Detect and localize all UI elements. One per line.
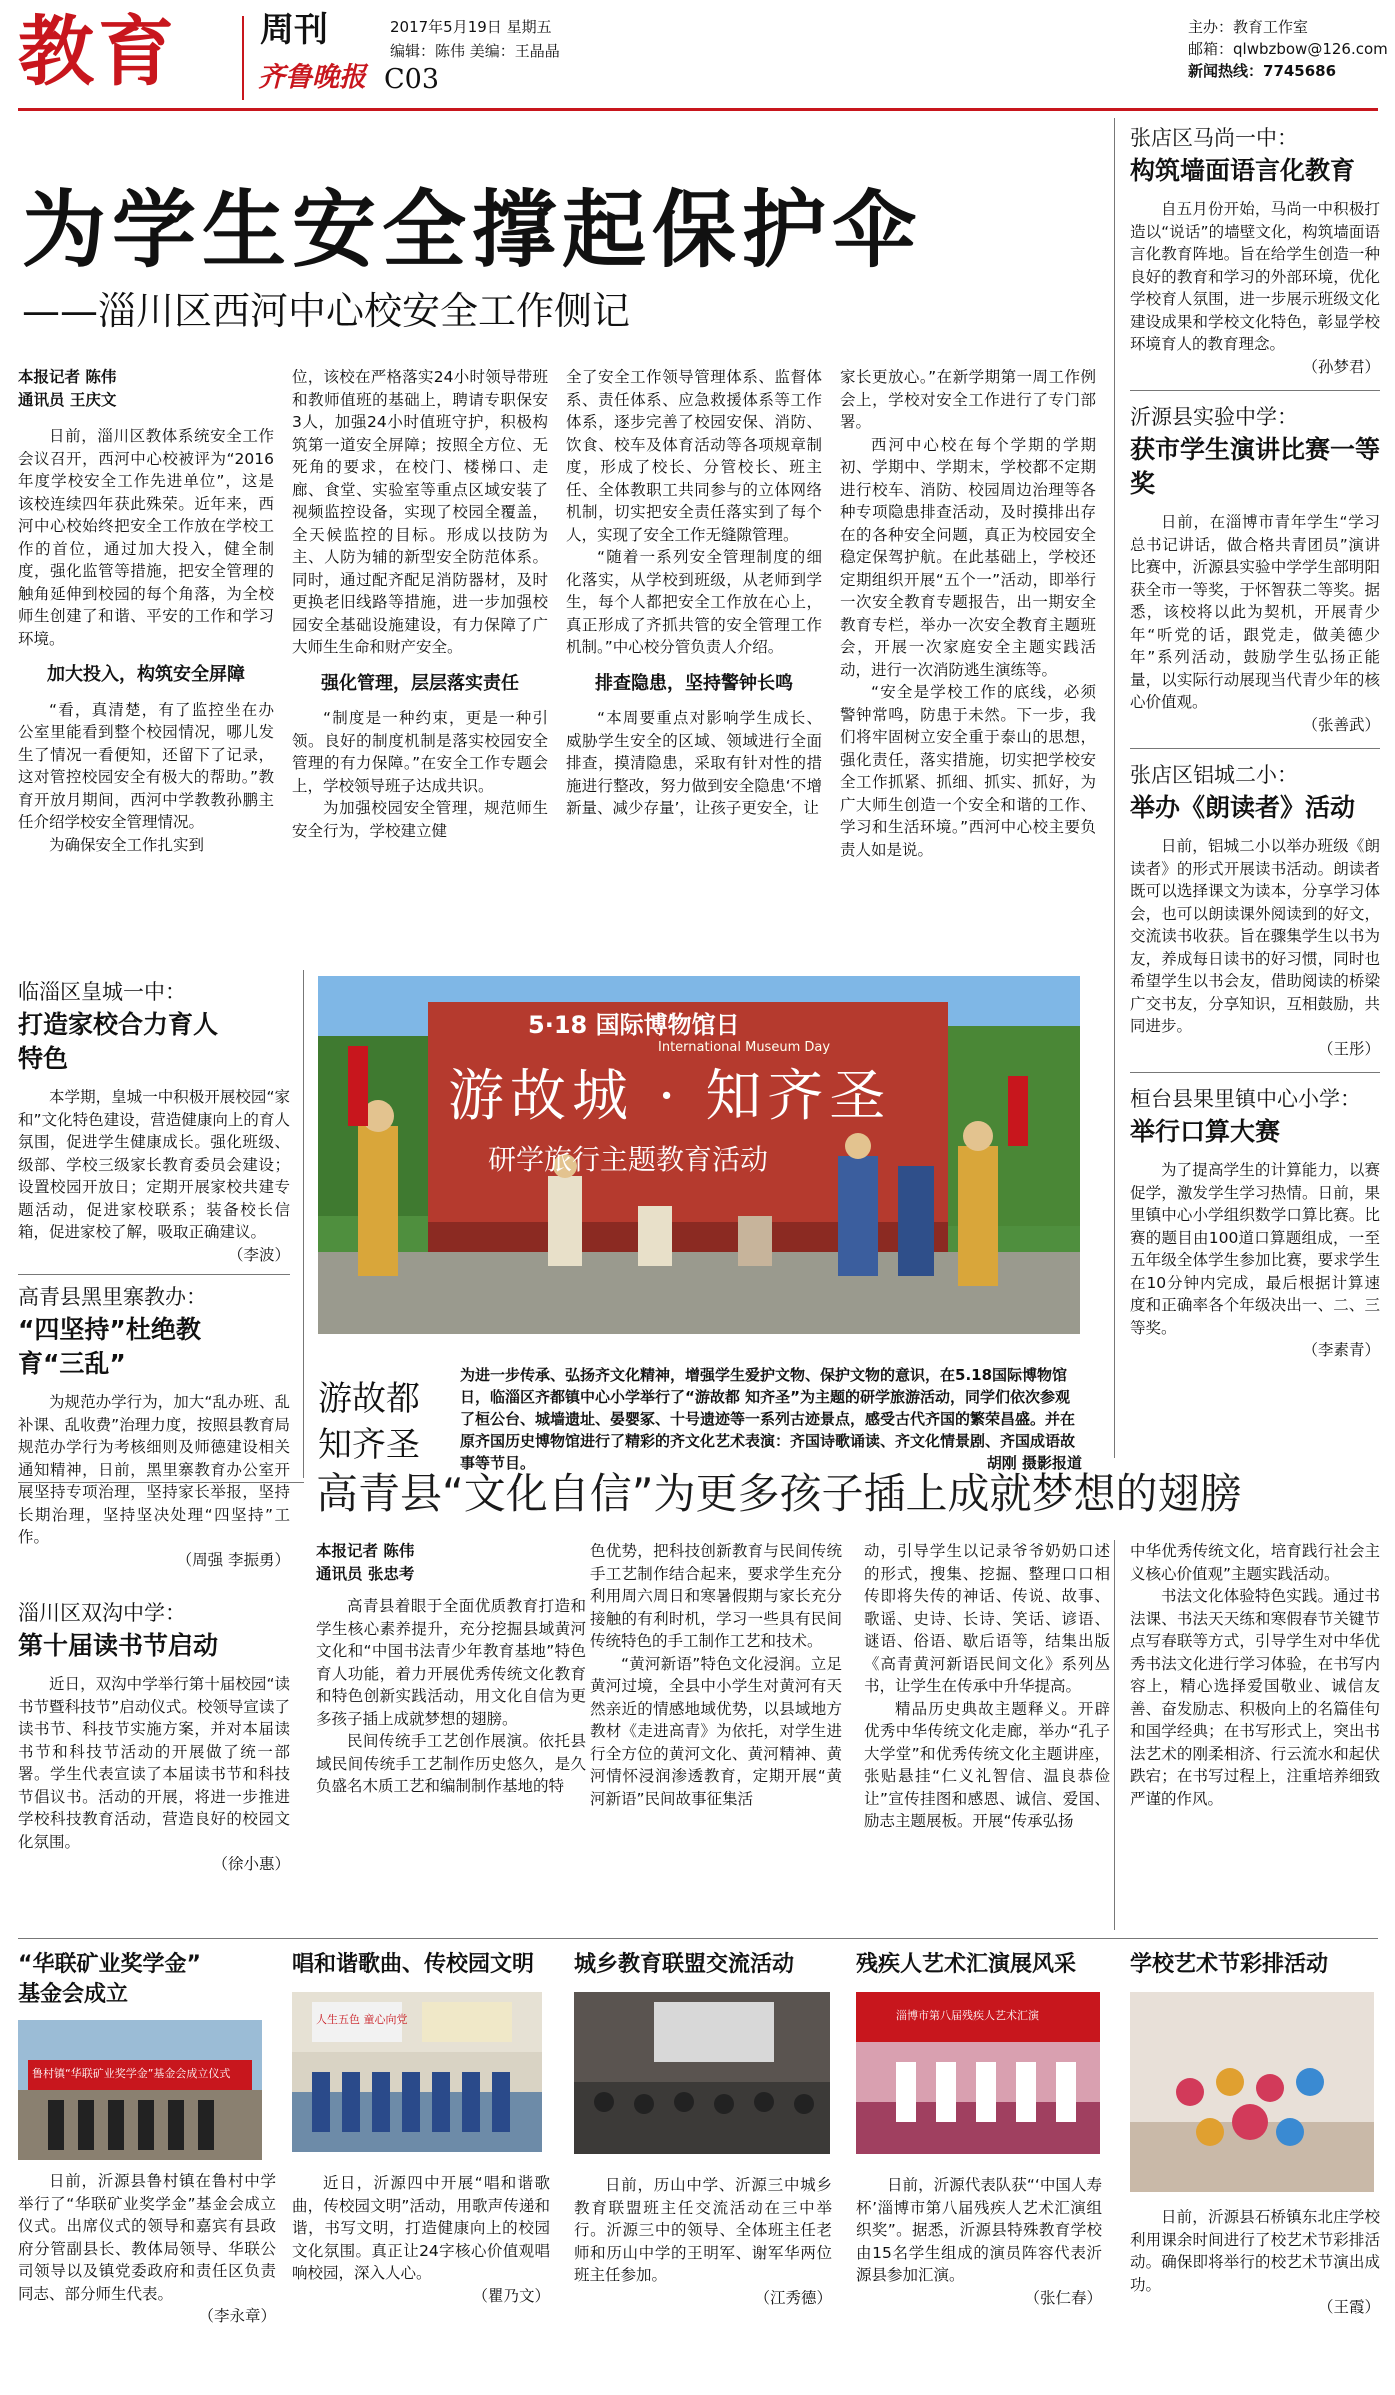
brief-text: 日前，铝城二小以举办班级《朗读者》的形式开展读书活动。朗读者既可以选择课文为读本，分享学习体会，也可以朗读课外阅读到的好文，交流读书收获。旨在骤集学生以书为友，养成每日读书的好习惯，同时也希望学生以书会友，借助阅读的桥梁广交书友，分享知识，互相鼓励，共同进步。	[1130, 837, 1380, 1035]
byline-reporter: 本报记者 陈伟	[316, 1542, 415, 1560]
bottom-head: 学校艺术节彩排活动	[1130, 1952, 1329, 1977]
paragraph: 全了安全工作领导管理体系、监督体系、责任体系、应急救援体系等工作体系，逐步完善了校园安保、消防、饮食、校车及体育活动等各项规章制度，形成了校长、分管校长、班主任、全体教职工共同参与的立体网络机制，切实把安全责任落实到了每个人，实现了安全工作无缝隙管理。	[566, 368, 822, 544]
host: 主办：教育工作室	[1188, 18, 1309, 36]
main-col-3	[566, 366, 822, 820]
issue-date: 2017年5月19日 星期五	[390, 18, 552, 36]
subhead: 排查隐患，坚持警钟长鸣	[595, 672, 793, 694]
section-title: 教育	[18, 7, 178, 96]
bottom-photo	[574, 1992, 830, 2154]
brief-text: 本学期，皇城一中积极开展校园“家和”文化特色建设，营造健康向上的育人氛围，促进学生健康成长。强化班级、级部、学校三级家长教育委员会建设；设置校园开放日；定期开展家校共建专题活动，促进家校联系；装备校长信箱，促进家校了解，吸取正确建议。	[18, 1088, 290, 1241]
weekly-label: 周刊	[260, 10, 328, 50]
brief-divider	[1130, 748, 1380, 749]
bottom-item-3	[574, 1950, 832, 2309]
bottom-author: （张仁春）	[1024, 2288, 1102, 2307]
brief-text: 日前，在淄博市青年学生“学习总书记讲话，做合格共青团员”演讲比赛中，沂源县实验中学学生部明阳获全市一等奖，于怀智获二等奖。据悉，该校将以此为契机，开展青少年“听党的话，跟党走，做美德少年”系列活动，鼓励学生弘扬正能量，以实际行动展现当代青少年的核心价值观。	[1130, 513, 1380, 711]
brief-head: 获市学生演讲比赛一等奖	[1130, 435, 1381, 498]
editors: 编辑：陈伟 美编：王晶晶	[390, 42, 560, 60]
gaoqing-headline: 高青县“文化自信”为更多孩子插上成就梦想的翅膀	[316, 1469, 1242, 1518]
bottom-photo	[856, 1992, 1100, 2154]
banner-subline: 研学旅行主题教育活动	[488, 1143, 769, 1176]
banner-motto: 游故城 · 知齐圣	[448, 1064, 892, 1129]
photo-credit: 胡刚 摄影报道	[986, 1454, 1082, 1472]
brief-author: （张善武）	[1302, 715, 1380, 734]
bottom-author: （李永章）	[198, 2307, 276, 2325]
paragraph: “黄河新语”特色文化浸润。立足黄河过境，全县中小学生对黄河有天然亲近的情感地域优势，以县域地方教材《走进高青》为依托，对学生进行全方位的黄河文化、黄河精神、黄河情怀浸润渗透教育，定期开展“黄河新语”民间故事征集活	[590, 1654, 842, 1808]
brief-divider	[1130, 1072, 1380, 1073]
brief-divider	[18, 1274, 290, 1275]
photo-scene	[574, 1992, 830, 2154]
bottom-head: 残疾人艺术汇演展风采	[856, 1952, 1077, 1977]
brief-head: 构筑墙面语言化教育	[1130, 156, 1356, 185]
brief-author: （李波）	[227, 1245, 290, 1264]
paragraph: “本周要重点对影响学生成长、威胁学生安全的区域、领域进行全面排查，摸清隐患，采取有针对性的措施进行整改，努力做到安全隐患‘不增新量、减少存量’，让孩子更安全，让	[566, 709, 822, 817]
newspaper-logo: 齐鲁晚报	[258, 62, 366, 93]
brief-item	[1130, 761, 1380, 1060]
paragraph: 西河中心校在每个学期的学期初、学期中、学期末，学校都不定期进行校车、消防、校园周边治理等各种专项隐患排查活动，及时摸排出存在的各种安全问题，真正为校园安全稳定保驾护航。在此基础上，学校还定期组织开展“五个一”活动，即举行一次安全教育专题报告，出一期安全教育专栏，举办一次安全教育主题班会，开展一次家庭安全主题实践活动，进行一次消防逃生演练等。	[840, 435, 1096, 679]
subhead: 强化管理，层层落实责任	[321, 672, 519, 694]
brief-tag: 张店区马尚一中：	[1130, 126, 1298, 150]
brief-tag: 沂源县实验中学：	[1130, 405, 1298, 429]
page-number: C03	[384, 64, 440, 95]
bottom-item-2	[292, 1950, 550, 2307]
paragraph: 民间传统手工艺创作展演。依托县域民间传统手工艺制作历史悠久，是久负盛名木质工艺和编制制作基地的特	[316, 1732, 586, 1795]
brief-tag: 高青县黑里寨教办：	[18, 1285, 207, 1309]
bottom-photo	[18, 2020, 262, 2160]
brief-divider	[1130, 390, 1380, 391]
photo-caption-title: 游故都知齐圣	[318, 1379, 420, 1465]
brief-head: 第十届读书节启动	[18, 1631, 219, 1660]
bottom-text: 日前，沂源县鲁村镇在鲁村中学举行了“华联矿业奖学金”基金会成立仪式。出席仪式的领导和嘉宾有县政府分管副县长、教体局领导、华联公司领导以及镇党委政府和责任区负责同志、部分师生代表。	[18, 2172, 276, 2303]
gaoqing-col-4	[1130, 1540, 1380, 1810]
brief-item	[1130, 124, 1380, 378]
brief-item	[1130, 403, 1380, 736]
photo-banner: 人生五色 童心向党	[316, 2013, 408, 2026]
photo-caption	[460, 1364, 1082, 1474]
bottom-item-5	[1130, 1950, 1380, 2319]
photo-banner: 淄博市第八届残疾人艺术汇演	[896, 2009, 1039, 2022]
brief-head: 举办《朗读者》活动	[1130, 793, 1356, 822]
brief-text: 自五月份开始，马尚一中积极打造以“说话”的墙壁文化，构筑墙面语言化教育阵地。旨在给学生创造一种良好的教育和学习的外部环境，优化学校育人氛围，进一步展示班级文化建设成果和学校文化特色，彰显学校环境育人的教育理念。	[1130, 200, 1380, 353]
right-sidebar	[1130, 124, 1380, 1362]
brief-author: （王彤）	[1317, 1039, 1380, 1058]
photo-scene	[18, 2020, 262, 2160]
bottom-author: （江秀德）	[754, 2288, 832, 2307]
gaoqing-col-3	[864, 1540, 1110, 1833]
brief-item	[18, 978, 290, 1266]
photo-banner: 鲁村镇“华联矿业奖学金”基金会成立仪式	[32, 2067, 231, 2080]
bottom-head: 基金会成立	[18, 1982, 129, 2007]
gaoqing-col-2	[590, 1540, 842, 1810]
bottom-author: （王霞）	[1317, 2298, 1380, 2316]
paragraph: 家长更放心。”在新学期第一周工作例会上，学校对安全工作进行了专门部署。	[840, 368, 1096, 431]
paragraph: 书法文化体验特色实践。通过书法课、书法天天练和寒假春节关键节点写春联等方式，引导学生对中华优秀书法文化进行学习体验，在书写内容上，精心选择爱国敬业、诚信友善、奋发励志、积极向上的名篇佳句和国学经典；在书写形式上，突出书法艺术的刚柔相济、行云流水和起伏跌宕；在书写过程上，注重培养细致严谨的作风。	[1130, 1587, 1380, 1808]
brief-author: （周强 李振勇）	[176, 1550, 290, 1569]
main-headline: 为学生安全撑起保护伞	[22, 181, 923, 279]
brief-head: 举行口算大赛	[1130, 1117, 1281, 1146]
bottom-head: 城乡教育联盟交流活动	[574, 1952, 795, 1977]
byline-correspondent: 通讯员 张忠考	[316, 1564, 415, 1583]
paragraph: 中华优秀传统文化，培育践行社会主义核心价值观”主题实践活动。	[1130, 1542, 1380, 1583]
main-subtitle: ——淄川区西河中心校安全工作侧记	[22, 289, 631, 333]
paragraph: 色优势，把科技创新教育与民间传统手工艺制作结合起来，要求学生充分利用周六周日和寒暑假期与家长充分接触的有利时机，学习一些具有民间传统特色的手工制作工艺和技术。	[590, 1542, 842, 1650]
paragraph: 日前，淄川区教体系统安全工作会议召开，西河中心校被评为“2016年度学校安全工作先进单位”，这是该校连续四年获此殊荣。近年来，西河中心校始终把安全工作放在学校工作的首位，通过加大投入，健全制度，强化监管等措施，把安全管理的触角延伸到校园的每个角落，为全校师生创建了和谐、平安的工作和学习环境。	[18, 427, 274, 648]
hotline: 新闻热线：7745686	[1188, 62, 1337, 80]
main-col-4	[840, 366, 1096, 861]
bottom-head: “华联矿业奖学金”	[18, 1952, 201, 1977]
brief-text: 近日，双沟中学举行第十届校园“读书节暨科技节”启动仪式。校领导宣读了读书节、科技节实施方案，并对本届读书节和科技节活动的开展做了统一部署。学生代表宣读了本届读书节和科技节倡议书。活动的开展，将进一步推进学校科技教育活动，营造良好的校园文化氛围。	[18, 1675, 290, 1851]
bottom-item-1	[18, 1950, 276, 2328]
section-divider	[18, 1938, 1378, 1939]
bottom-photo	[292, 1992, 542, 2152]
brief-item	[18, 1599, 290, 1876]
brief-item	[1130, 1085, 1380, 1362]
paragraph: “看，真清楚，有了监控坐在办公室里能看到整个校园情况，哪儿发生了情况一看便知，还留下了记录，这对管控校园安全有极大的帮助。”教育开放月期间，西河中学教教孙鹏主任介绍学校安全管理情况。	[18, 700, 274, 831]
paragraph: 精品历史典故主题释义。开辟优秀中华传统文化走廊，举办“孔子大学堂”和优秀传统文化主题讲座，张贴悬挂“仁义礼智信、温良恭俭让”宣传挂图和感恩、诚信、爱国、励志主题展板。开展“传承弘扬	[864, 1699, 1110, 1830]
paragraph: 高青县着眼于全面优质教育打造和学生核心素养提升，充分挖掘县域黄河文化和“中国书法青少年教育基地”特色育人功能，着力开展优秀传统文化教育和特色创新实践活动，用文化自信为更多孩子插上成就梦想的翅膀。	[316, 1597, 586, 1728]
bottom-text: 日前，历山中学、沂源三中城乡教育联盟班主任交流活动在三中举行。沂源三中的领导、全体班主任老师和历山中学的王明军、谢军华两位班主任参加。	[574, 2176, 832, 2284]
brief-author: （孙梦君）	[1302, 357, 1380, 376]
banner-subtext: International Museum Day	[658, 1040, 831, 1055]
main-col-1	[18, 366, 274, 856]
column-divider	[1114, 118, 1115, 1458]
brief-tag: 桓台县果里镇中心小学：	[1130, 1087, 1361, 1111]
brief-head: 打造家校合力育人特色	[18, 1010, 219, 1073]
bottom-text: 日前，沂源代表队获“‘中国人寿杯’淄博市第八届残疾人艺术汇演组织奖”。据悉，沂源县特殊教育学校由15名学生组成的演员阵容代表沂源县参加汇演。	[856, 2176, 1102, 2284]
bottom-text: 近日，沂源四中开展“唱和谐歌曲，传校园文明”活动，用歌声传递和谐，书写文明，打造健康向上的校园文化氛围。真正让24字核心价值观唱响校园，深入人心。	[292, 2174, 550, 2282]
brief-head: “四坚持”杜绝教育“三乱”	[18, 1315, 201, 1378]
column-divider	[1114, 1540, 1115, 1930]
bottom-photo	[1130, 1992, 1374, 2192]
brief-tag: 张店区铝城二小：	[1130, 763, 1298, 787]
header-rule	[18, 108, 1378, 111]
byline-correspondent: 通讯员 王庆文	[18, 390, 117, 409]
contact-info	[1188, 16, 1388, 82]
paragraph: “安全是学校工作的底线，必须警钟常鸣，防患于未然。下一步，我们将牢固树立安全重于泰山的思想，强化责任，落实措施，切实把学校安全工作抓紧、抓细、抓实、抓好，为广大师生创造一个安全和谐的工作、学习和生活环境。”西河中心校主要负责人如是说。	[840, 683, 1096, 859]
brief-author: （徐小惠）	[212, 1855, 290, 1873]
bottom-item-4	[856, 1950, 1102, 2309]
brief-author: （李素青）	[1302, 1341, 1380, 1359]
byline-reporter: 本报记者 陈伟	[18, 368, 117, 386]
email: 邮箱：qlwbzbow@126.com	[1188, 40, 1388, 58]
feature-photo	[318, 976, 1080, 1334]
brief-text: 为了提高学生的计算能力，以赛促学，激发学生学习热情。日前，果里镇中心小学组织数学口算比赛。比赛的题目由100道口算题组成，一至五年级全体学生参加比赛，要求学生在10分钟内完成，最后根据计算速度和正确率各个年级决出一、二、三等奖。	[1130, 1161, 1380, 1337]
banner-text: 5·18 国际博物馆日	[528, 1011, 740, 1039]
paragraph: “随着一系列安全管理制度的细化落实，从学校到班级，从老师到学生，每个人都把安全工作放在心上，真正形成了齐抓共管的安全管理工作机制。”中心校分管负责人介绍。	[566, 548, 822, 656]
subhead: 加大投入，构筑安全屏障	[47, 664, 245, 685]
paragraph: 为加强校园安全管理，规范师生安全行为，学校建立健	[292, 799, 548, 840]
main-col-2	[292, 366, 548, 842]
brief-text: 为规范办学行为，加大“乱办班、乱补课、乱收费”治理力度，按照县教育局规范办学行为考核细则及师德建设相关通知精神，日前，黑里寨教育办公室开展坚持专项治理，坚持家长举报，坚持长期治理，坚持坚决处理“四坚持”工作。	[18, 1393, 290, 1546]
caption-text: 为进一步传承、弘扬齐文化精神，增强学生爱护文物、保护文物的意识，在5.18国际博物馆日，临淄区齐都镇中心小学举行了“游故都 知齐圣”为主题的研学旅游活动，同学们依次参观了桓公台、城墙遗址、晏婴冢、十号遗迹等一系列古迹景点，感受古代齐国的繁荣昌盛。并在原齐国历史博物馆进行了精彩的齐文化艺术表演：齐国诗歌诵读、齐文化情景剧、齐国成语故事等节目。	[460, 1366, 1076, 1472]
paragraph: “制度是一种约束，更是一种引领。良好的制度机制是落实校园安全管理的有力保障。”在安全工作专题会上，学校领导班子达成共识。	[292, 709, 548, 795]
column-divider	[303, 970, 304, 1478]
brief-tag: 淄川区双沟中学：	[18, 1601, 186, 1625]
brief-item	[18, 1283, 290, 1571]
header-divider	[242, 16, 244, 100]
paragraph: 为确保安全工作扎实到	[49, 835, 205, 854]
bottom-author: （瞿乃文）	[472, 2286, 550, 2305]
photo-scene	[1130, 1992, 1374, 2192]
paragraph: 位，该校在严格落实24小时领导带班和教师值班的基础上，聘请专职保安3人，加强24小时值班守护，积极构筑第一道安全屏障；按照全方位、无死角的要求，在校门、楼梯口、走廊、食堂、实验室等重点区域安装了视频监控设备，实现了校园全覆盖，全天候监控的目标。形成以技防为主、人防为辅的新型安全防范体系。同时，通过配齐配足消防器材，及时更换老旧线路等措施，进一步加强校园安全基础设施建设，有力保障了广大师生生命和财产安全。	[292, 368, 548, 656]
bottom-head: 唱和谐歌曲、传校园文明	[292, 1952, 535, 1977]
paragraph: 动，引导学生以记录爷爷奶奶口述的形式，搜集、挖掘、整理口口相传即将失传的神话、传说、故事、歌谣、史诗、长诗、笑话、谚语、谜语、俗语、歇后语等，结集出版《高青黄河新语民间文化》系列丛书，让学生在传承中升华提高。	[864, 1542, 1110, 1695]
bottom-text: 日前，沂源县石桥镇东北庄学校利用课余时间进行了校艺术节彩排活动。确保即将举行的校艺术节演出成功。	[1130, 2208, 1380, 2294]
brief-tag: 临淄区皇城一中：	[18, 980, 186, 1004]
gaoqing-col-1	[316, 1540, 586, 1798]
left-sidebar	[18, 978, 290, 1876]
